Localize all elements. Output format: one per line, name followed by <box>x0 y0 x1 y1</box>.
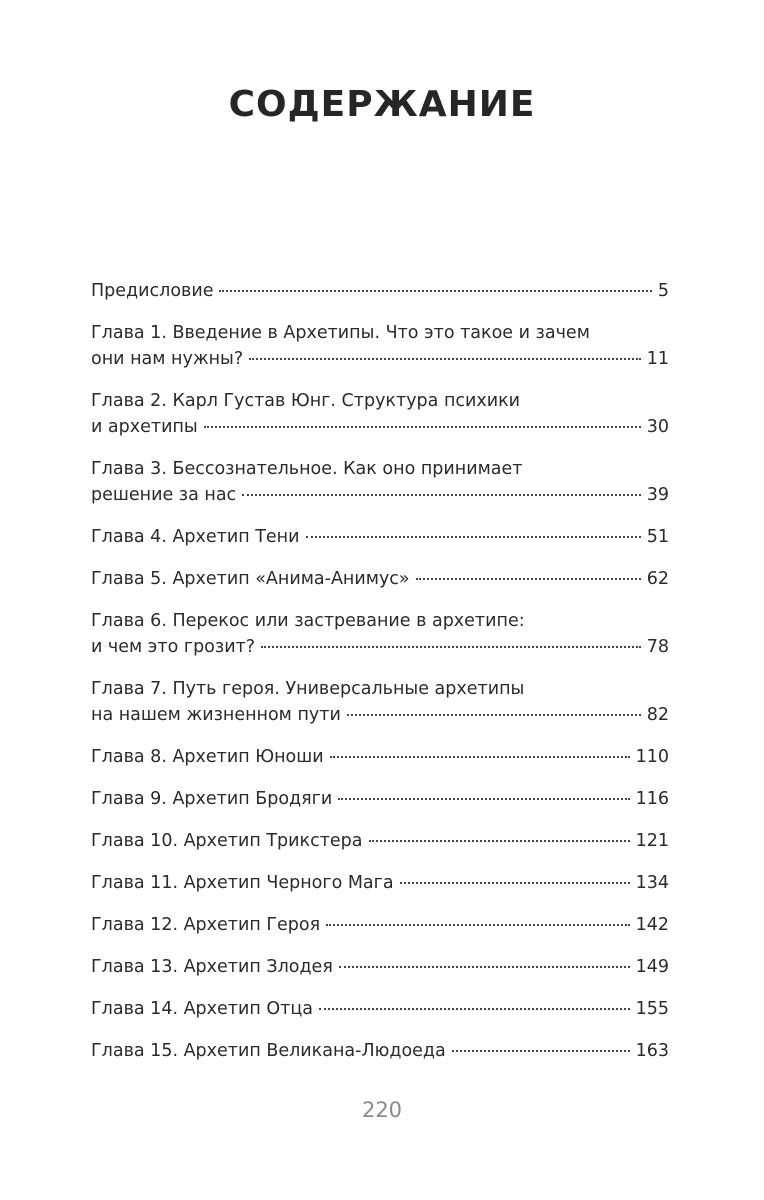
toc-entry-page: 51 <box>646 527 669 547</box>
toc-entry <box>91 320 669 372</box>
toc-entry <box>91 954 669 980</box>
toc-entry-title: Глава 15. Архетип Великана-Людоеда <box>91 1041 446 1061</box>
toc-entry-title-line1: Глава 1. Введение в Архетипы. Что это такое и зачем <box>91 323 590 343</box>
toc-entry-title: Глава 12. Архетип Героя <box>91 915 321 935</box>
dot-leader <box>369 840 630 842</box>
toc-entry-title: они нам нужны? <box>91 349 244 369</box>
toc-entry <box>91 912 669 938</box>
toc-entry-title-line1: Глава 7. Путь героя. Универсальные архетипы <box>91 679 525 699</box>
table-of-contents <box>91 278 669 1080</box>
contents-heading: СОДЕРЖАНИЕ <box>228 84 536 125</box>
toc-entry-title: Глава 14. Архетип Отца <box>91 999 313 1019</box>
toc-entry-page: 134 <box>635 873 669 893</box>
toc-entry <box>91 870 669 896</box>
dot-leader <box>249 358 641 360</box>
dot-leader <box>330 756 630 758</box>
dot-leader <box>306 536 641 538</box>
toc-entry-title: Глава 9. Архетип Бродяги <box>91 789 333 809</box>
toc-entry <box>91 1038 669 1064</box>
toc-entry-title: и чем это грозит? <box>91 637 256 657</box>
toc-entry-page: 149 <box>635 957 669 977</box>
toc-entry-title: Глава 5. Архетип «Анима-Анимус» <box>91 569 410 589</box>
toc-entry-title: Глава 4. Архетип Тени <box>91 527 300 547</box>
toc-entry-page: 116 <box>635 789 669 809</box>
toc-entry-page: 11 <box>646 349 669 369</box>
toc-entry <box>91 278 669 304</box>
dot-leader <box>339 966 630 968</box>
dot-leader <box>400 882 630 884</box>
dot-leader <box>319 1008 630 1010</box>
toc-entry <box>91 828 669 854</box>
toc-entry <box>91 786 669 812</box>
toc-entry-page: 62 <box>646 569 669 589</box>
dot-leader <box>242 494 641 496</box>
toc-entry-page: 5 <box>657 281 669 301</box>
page-number: 220 <box>361 1098 403 1122</box>
toc-entry <box>91 608 669 660</box>
toc-entry-title: Глава 8. Архетип Юноши <box>91 747 324 767</box>
dot-leader <box>347 714 641 716</box>
toc-entry-title: Глава 13. Архетип Злодея <box>91 957 333 977</box>
toc-entry-title: решение за нас <box>91 485 237 505</box>
toc-entry-page: 110 <box>635 747 669 767</box>
toc-entry <box>91 566 669 592</box>
toc-entry-page: 39 <box>646 485 669 505</box>
dot-leader <box>326 924 629 926</box>
toc-entry-title: на нашем жизненном пути <box>91 705 341 725</box>
toc-entry-title-line1: Глава 2. Карл Густав Юнг. Структура психики <box>91 391 521 411</box>
toc-entry-page: 121 <box>635 831 669 851</box>
toc-entry-page: 82 <box>646 705 669 725</box>
dot-leader <box>452 1050 630 1052</box>
toc-entry-page: 155 <box>635 999 669 1019</box>
toc-entry-title: Предисловие <box>91 281 214 301</box>
toc-entry <box>91 996 669 1022</box>
dot-leader <box>204 426 641 428</box>
dot-leader <box>261 646 641 648</box>
toc-entry-title: Глава 10. Архетип Трикстера <box>91 831 363 851</box>
toc-entry-page: 30 <box>646 417 669 437</box>
toc-entry-page: 78 <box>646 637 669 657</box>
toc-entry <box>91 524 669 550</box>
toc-entry-page: 142 <box>635 915 669 935</box>
toc-entry-title: Глава 11. Архетип Черного Мага <box>91 873 394 893</box>
toc-entry-title-line1: Глава 6. Перекос или застревание в архетипе: <box>91 611 525 631</box>
toc-entry-title: и архетипы <box>91 417 198 437</box>
dot-leader <box>338 798 629 800</box>
dot-leader <box>219 290 651 292</box>
toc-entry <box>91 456 669 508</box>
toc-entry <box>91 676 669 728</box>
toc-entry <box>91 388 669 440</box>
toc-entry-page: 163 <box>635 1041 669 1061</box>
dot-leader <box>416 578 641 580</box>
toc-entry-title-line1: Глава 3. Бессознательное. Как оно принимает <box>91 459 523 479</box>
toc-entry <box>91 744 669 770</box>
